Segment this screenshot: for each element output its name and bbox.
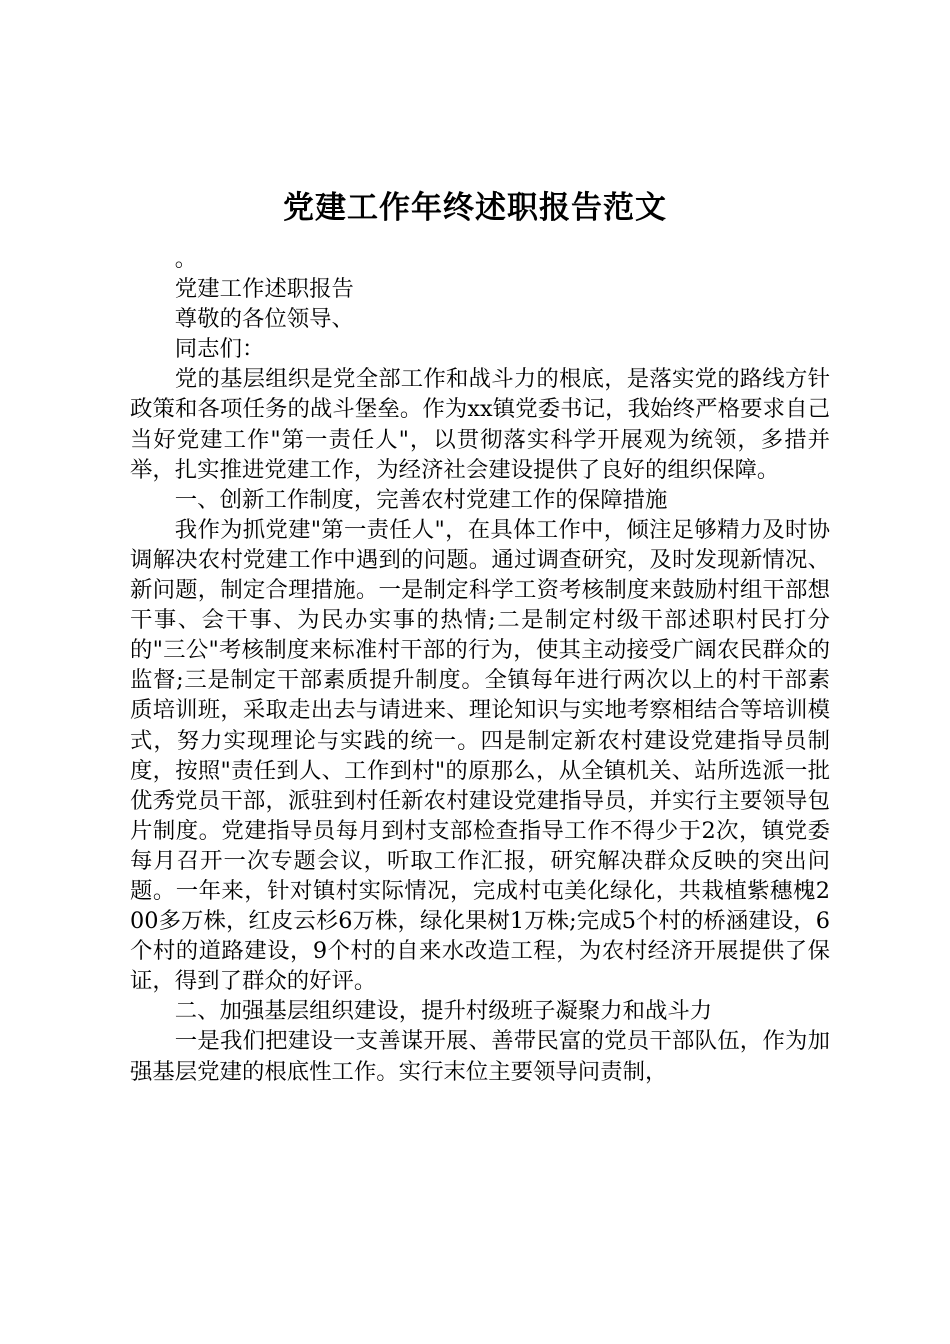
section-heading-1: 一、创新工作制度，完善农村党建工作的保障措施	[174, 486, 668, 513]
paragraph-section-2: 一是我们把建设一支善谋开展、善带民富的党员干部队伍，作为加强基层党建的根底性工作。实行末位主要领导问责制，	[130, 1028, 830, 1085]
section-heading-2: 二、加强基层组织建设，提升村级班子凝聚力和战斗力	[174, 998, 713, 1025]
document-title: 党建工作年终述职报告范文	[283, 190, 667, 226]
paragraph-salutation: 尊敬的各位领导、	[174, 306, 354, 333]
paragraph-report-heading: 党建工作述职报告	[174, 276, 354, 303]
paragraph-salutation-2: 同志们：	[174, 336, 265, 363]
paragraph-section-1: 我作为抓党建"第一责任人"，在具体工作中，倾注足够精力及时协调解决农村党建工作中遇到的问题。通过调查研究，及时发现新情况、新问题，制定合理措施。一是制定科学工资考核制度来鼓励村组干部想干事、会干事、为民办实事的热情;二是制定村级干部述职村民打分的"三公"考核制度来标准村干部的行为，使其主动接受广阔农民群众的监督;三是制定干部素质提升制度。全镇每年进行两次以上的村干部素质培训班，采取走出去与请进来、理论知识与实地考察相结合等培训模式，努力实现理论与实践的统一。四是制定新农村建设党建指导员制度，按照"责任到人、工作到村"的原那么，从全镇机关、站所选派一批优秀党员干部，派驻到村任新农村建设党建指导员，并实行主要领导包片制度。党建指导员每月到村支部检查指导工作不得少于2次，镇党委每月召开一次专题会议，听取工作汇报，研究解决群众反映的突出问题。一年来，针对镇村实际情况，完成村屯美化绿化，共栽植紫穗槐200多万株，红皮云杉6万株，绿化果树1万株;完成5个村的桥涵建设，6个村的道路建设，9个村的自来水改造工程，为农村经济开展提供了保证，得到了群众的好评。	[130, 516, 830, 995]
paragraph-mark: 。	[174, 246, 198, 272]
document-body	[130, 244, 830, 1087]
paragraph-intro: 党的基层组织是党全部工作和战斗力的根底，是落实党的路线方针政策和各项任务的战斗堡垒。作为xx镇党委书记，我始终严格要求自己当好党建工作"第一责任人"，以贯彻落实科学开展观为统领，多措并举，扎实推进党建工作，为经济社会建设提供了良好的组织保障。	[130, 366, 830, 483]
